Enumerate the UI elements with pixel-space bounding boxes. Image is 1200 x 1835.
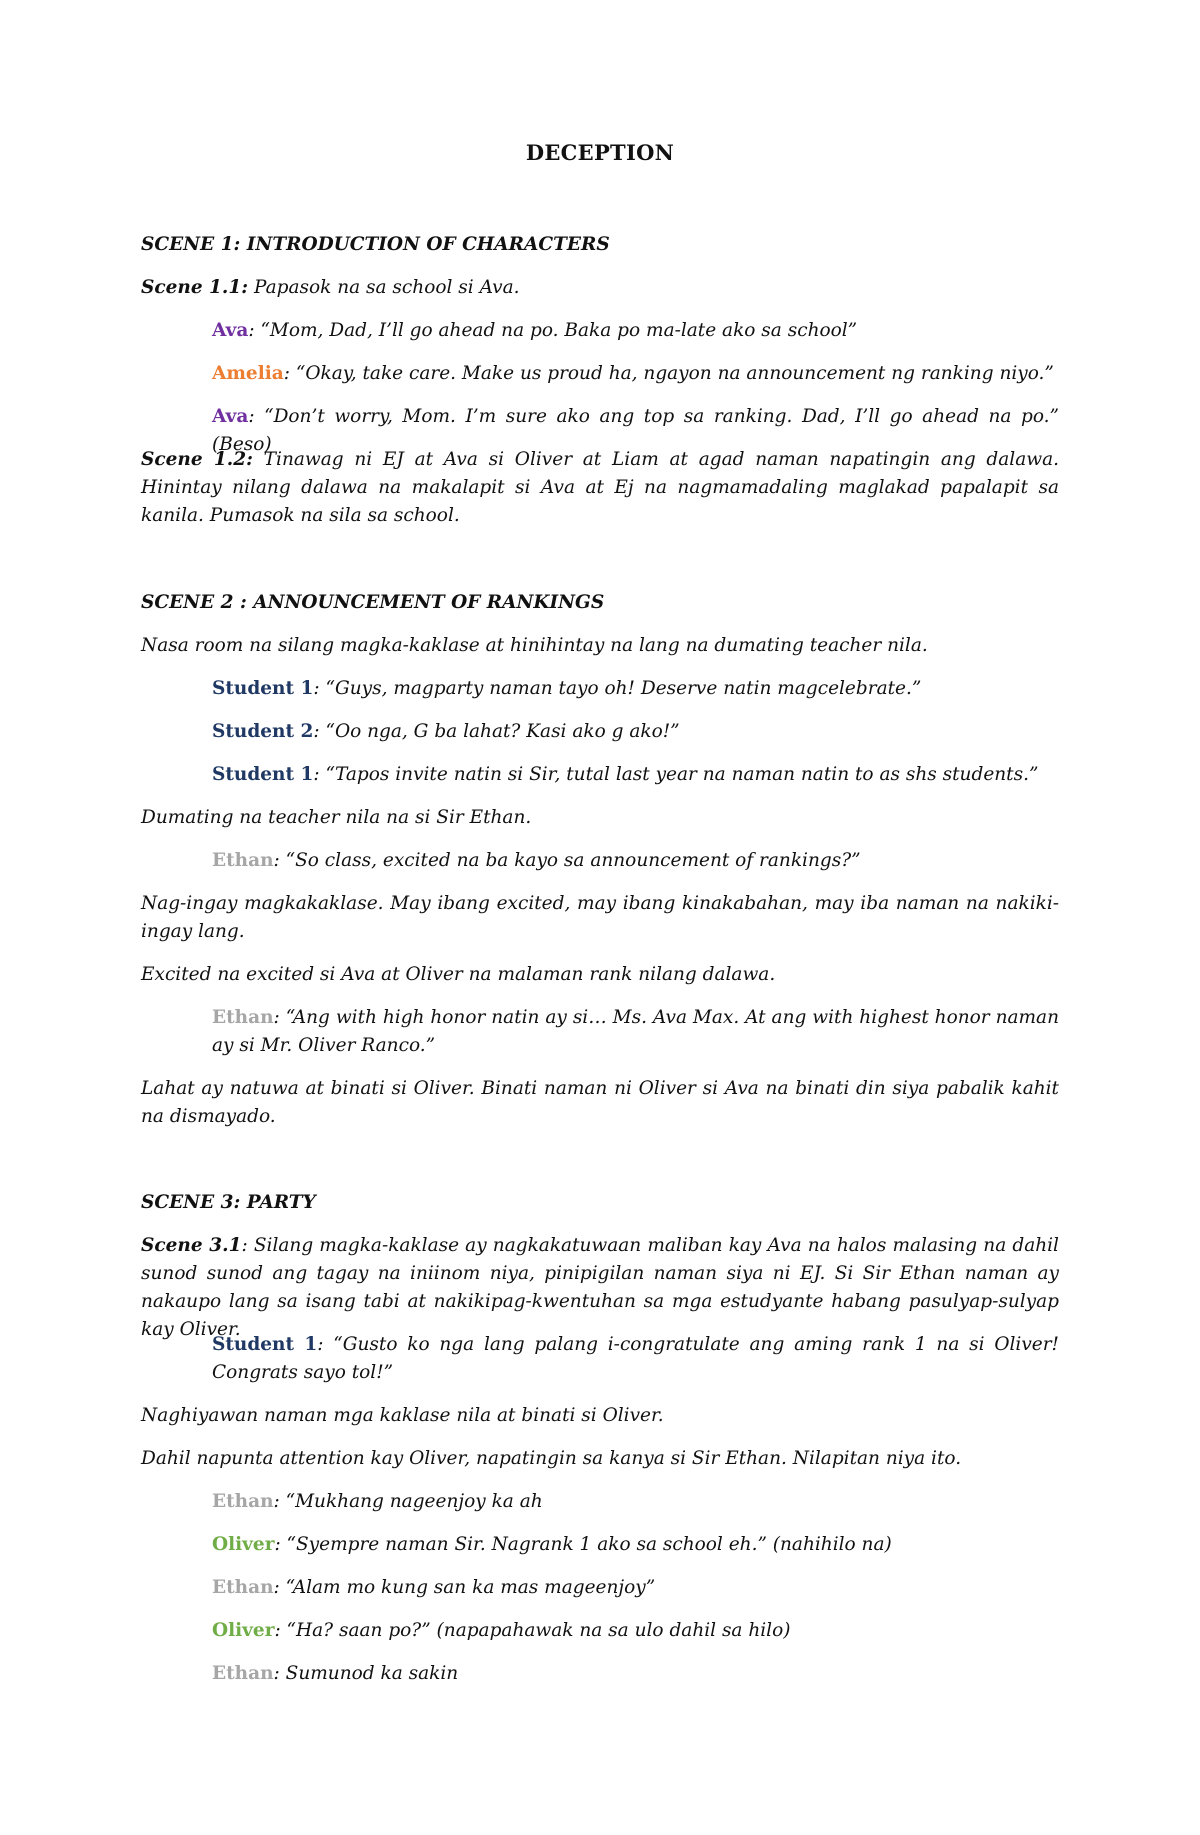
speaker-ethan: Ethan — [212, 1007, 274, 1028]
dialogue-line — [212, 1574, 1059, 1602]
speaker-oliver: Oliver — [212, 1620, 275, 1641]
scene1-1-label: Scene 1.1: — [141, 277, 249, 298]
dialogue-line — [212, 1004, 1059, 1060]
narration: Nag-ingay magkakaklase. May ibang excited, may ibang kinakabahan, may iba naman na nakiki-ingay lang. — [141, 893, 1059, 942]
dialogue-text: : “Don’t worry, Mom. I’m sure ako ang top sa ranking. Dad, I’ll go ahead na po.” (Beso) — [212, 406, 1059, 455]
dialogue-line — [212, 761, 1059, 789]
dialogue-line — [212, 360, 1059, 388]
dialogue-line — [212, 1331, 1059, 1387]
scene3-1-paragraph — [141, 1232, 1059, 1344]
dialogue-line — [212, 1488, 1059, 1516]
dialogue-line — [212, 317, 1059, 345]
scene2-heading: SCENE 2 : ANNOUNCEMENT OF RANKINGS — [141, 592, 605, 613]
speaker-ethan: Ethan — [212, 1663, 274, 1684]
scene1-2-label: Scene 1.2: — [141, 449, 253, 470]
narration: Nasa room na silang magka-kaklase at hinihintay na lang na dumating teacher nila. — [141, 635, 928, 656]
scene3-1-text: : Silang magka-kaklase ay nagkakatuwaan maliban kay Ava na halos malasing na dahil sunod sunod ang tagay na iniinom niya, pinipigilan naman siya ni EJ. Si Sir Ethan naman ay nakaupo lang sa isang tabi at nakikipag-kwentuhan sa mga estudyante habang pasulyap-sulyap kay Oliver. — [141, 1235, 1059, 1340]
dialogue-text: : “Tapos invite natin si Sir, tutal last year na naman natin to as shs students.” — [313, 764, 1039, 785]
scene1-1-paragraph — [141, 274, 1059, 302]
dialogue-line — [212, 1617, 1059, 1645]
dialogue-line — [212, 847, 1059, 875]
speaker-student-1: Student 1 — [212, 678, 314, 699]
dialogue-text: : “Mukhang nageenjoy ka ah — [273, 1491, 543, 1512]
speaker-student-1: Student 1 — [212, 1334, 318, 1355]
scene3-heading: SCENE 3: PARTY — [141, 1192, 316, 1213]
speaker-ethan: Ethan — [212, 1491, 274, 1512]
narration: Naghiyawan naman mga kaklase nila at binati si Oliver. — [141, 1405, 664, 1426]
speaker-student-2: Student 2 — [212, 721, 314, 742]
scene1-2-paragraph — [141, 446, 1059, 530]
dialogue-text: : “Alam mo kung san ka mas mageenjoy” — [273, 1577, 656, 1598]
dialogue-text: : “Guys, magparty naman tayo oh! Deserve natin magcelebrate.” — [313, 678, 922, 699]
speaker-student-1: Student 1 — [212, 764, 314, 785]
speaker-ava: Ava — [212, 406, 249, 427]
dialogue-text: : “Gusto ko nga lang palang i-congratulate ang aming rank 1 na si Oliver! Congrats sayo tol!” — [212, 1334, 1059, 1383]
scene1-1-text: Papasok na sa school si Ava. — [248, 277, 520, 298]
dialogue-text: : “Mom, Dad, I’ll go ahead na po. Baka po ma-late ako sa school” — [248, 320, 858, 341]
scene1-heading: SCENE 1: INTRODUCTION OF CHARACTERS — [141, 234, 610, 255]
speaker-ethan: Ethan — [212, 850, 274, 871]
dialogue-text: : “Oo nga, G ba lahat? Kasi ako g ako!” — [313, 721, 680, 742]
narration: Excited na excited si Ava at Oliver na malaman rank nilang dalawa. — [141, 964, 776, 985]
dialogue-text: : “Okay, take care. Make us proud ha, ngayon na announcement ng ranking niyo.” — [283, 363, 1054, 384]
scene1-2-text: Tinawag ni EJ at Ava si Oliver at Liam at agad naman napatingin ang dalawa. Hinintay nilang dalawa na makalapit si Ava at Ej na nagmamadaling maglakad papalapit sa kanila. Pumasok na sila sa school. — [141, 449, 1059, 526]
dialogue-line — [212, 675, 1059, 703]
dialogue-line — [212, 718, 1059, 746]
document-title: DECEPTION — [525, 140, 675, 165]
dialogue-line — [212, 1531, 1059, 1559]
dialogue-text: : Sumunod ka sakin — [273, 1663, 459, 1684]
scene3-1-label: Scene 3.1 — [141, 1235, 242, 1256]
dialogue-text: : “Ang with high honor natin ay si… Ms. Ava Max. At ang with highest honor naman ay si Mr. Oliver Ranco.” — [212, 1007, 1059, 1056]
dialogue-text: : “So class, excited na ba kayo sa announcement of rankings?” — [273, 850, 861, 871]
speaker-ethan: Ethan — [212, 1577, 274, 1598]
speaker-amelia: Amelia — [212, 363, 284, 384]
speaker-ava: Ava — [212, 320, 249, 341]
narration: Lahat ay natuwa at binati si Oliver. Binati naman ni Oliver si Ava na binati din siya pabalik kahit na dismayado. — [141, 1078, 1059, 1127]
dialogue-line — [212, 1660, 1059, 1688]
dialogue-text: : “Ha? saan po?” (napapahawak na sa ulo dahil sa hilo) — [274, 1620, 791, 1641]
narration: Dumating na teacher nila na si Sir Ethan. — [141, 807, 532, 828]
narration: Dahil napunta attention kay Oliver, napatingin sa kanya si Sir Ethan. Nilapitan niya ito. — [141, 1448, 962, 1469]
dialogue-text: : “Syempre naman Sir. Nagrank 1 ako sa school eh.” (nahihilo na) — [274, 1534, 892, 1555]
speaker-oliver: Oliver — [212, 1534, 275, 1555]
